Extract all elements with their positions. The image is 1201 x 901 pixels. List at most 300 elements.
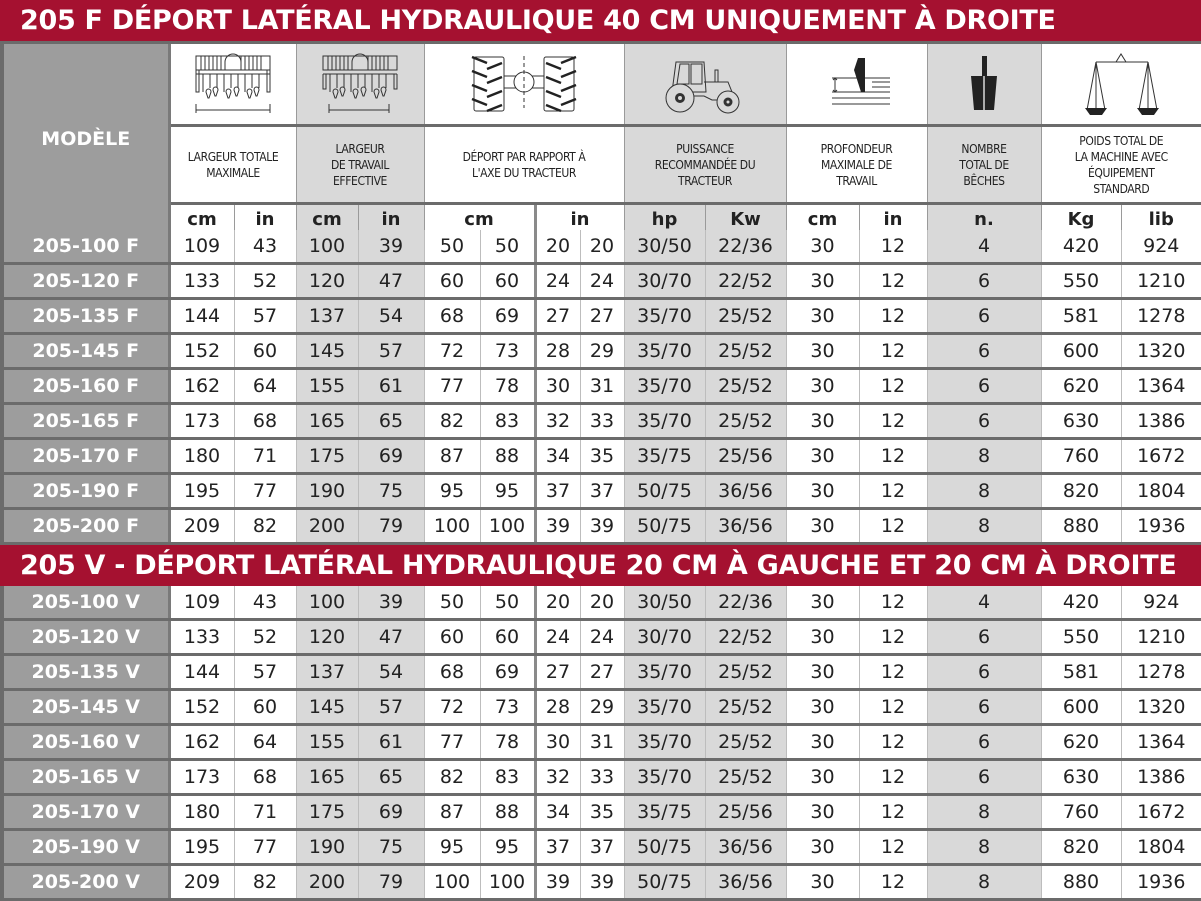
total-width-in-cell: 82 [234, 509, 296, 544]
depth-cm-cell: 30 [786, 299, 859, 334]
weight-lb-cell: 1386 [1121, 404, 1201, 439]
working-width-cm-cell: 175 [296, 795, 358, 830]
weight-lb-cell: 1936 [1121, 509, 1201, 544]
offset-cm-right-cell: 88 [480, 795, 535, 830]
depth-in-cell: 12 [859, 264, 927, 299]
power-kw-cell: 25/52 [705, 334, 786, 369]
depth-cm-cell: 30 [786, 369, 859, 404]
table-row [2, 620, 1201, 655]
offset-in-right-cell: 33 [580, 760, 624, 795]
offset-cm-left-cell: 72 [424, 690, 480, 725]
weight-lb-cell: 1936 [1121, 865, 1201, 900]
spades-count-cell: 8 [927, 439, 1041, 474]
working-width-in-cell: 65 [358, 404, 424, 439]
offset-in-right-cell: 31 [580, 725, 624, 760]
depth-cm-cell: 30 [786, 264, 859, 299]
total-width-cm-cell: 173 [169, 404, 234, 439]
total-width-cm-cell: 133 [169, 264, 234, 299]
power-hp-cell: 35/70 [624, 690, 705, 725]
total-width-cm-cell: 162 [169, 725, 234, 760]
depth-in-cell: 12 [859, 439, 927, 474]
depth-in-cell: 12 [859, 230, 927, 264]
offset-in-right-cell: 31 [580, 369, 624, 404]
offset-cm-right-cell: 83 [480, 404, 535, 439]
total-width-cm-cell: 109 [169, 230, 234, 264]
weight-lb-cell: 924 [1121, 230, 1201, 264]
weight-kg-cell: 820 [1041, 830, 1121, 865]
total-width-cm-cell: 152 [169, 690, 234, 725]
model-name-cell: 205-170 F [2, 439, 169, 474]
working-width-in-cell: 54 [358, 655, 424, 690]
depth-cm-cell: 30 [786, 474, 859, 509]
offset-in-left-cell: 32 [535, 760, 580, 795]
weight-lb-cell: 1320 [1121, 690, 1201, 725]
offset-cm-left-cell: 82 [424, 404, 480, 439]
total-width-cm-cell: 209 [169, 865, 234, 900]
total-width-cm-cell: 109 [169, 586, 234, 620]
offset-in-left-cell: 27 [535, 299, 580, 334]
working-width-in-cell: 61 [358, 725, 424, 760]
label-line: DE TRAVAIL [331, 157, 389, 172]
spades-count-cell: 8 [927, 509, 1041, 544]
label-line: PROFONDEUR [820, 141, 893, 156]
offset-cm-left-cell: 60 [424, 264, 480, 299]
working-width-in-cell: 47 [358, 264, 424, 299]
weighing-scale-icon [1041, 44, 1201, 126]
unit-label: in [358, 204, 424, 236]
weight-kg-cell: 600 [1041, 690, 1121, 725]
offset-in-left-cell: 30 [535, 369, 580, 404]
unit-label: cm [786, 204, 859, 236]
model-name-cell: 205-170 V [2, 795, 169, 830]
offset-cm-left-cell: 50 [424, 230, 480, 264]
depth-in-cell: 12 [859, 620, 927, 655]
total-width-cm-cell: 144 [169, 655, 234, 690]
power-kw-cell: 25/52 [705, 404, 786, 439]
column-label-total-width [169, 126, 296, 204]
label-line: RECOMMANDÉE DU [654, 157, 756, 172]
working-width-cm-cell: 200 [296, 509, 358, 544]
depth-cm-cell: 30 [786, 586, 859, 620]
power-kw-cell: 25/52 [705, 369, 786, 404]
offset-in-right-cell: 37 [580, 830, 624, 865]
depth-in-cell: 12 [859, 509, 927, 544]
column-label-working-width [296, 126, 424, 204]
working-width-in-cell: 75 [358, 474, 424, 509]
depth-cm-cell: 30 [786, 509, 859, 544]
spades-count-cell: 8 [927, 795, 1041, 830]
depth-in-cell: 12 [859, 655, 927, 690]
depth-cm-cell: 30 [786, 830, 859, 865]
total-width-in-cell: 68 [234, 760, 296, 795]
table-row [2, 830, 1201, 865]
model-name-cell: 205-190 V [2, 830, 169, 865]
label-line: BÊCHES [963, 173, 1005, 188]
offset-cm-right-cell: 73 [480, 334, 535, 369]
weight-kg-cell: 630 [1041, 760, 1121, 795]
table-row [2, 474, 1201, 509]
weight-kg-cell: 420 [1041, 230, 1121, 264]
depth-in-cell: 12 [859, 865, 927, 900]
unit-label: cm [424, 204, 535, 236]
weight-lb-cell: 1364 [1121, 725, 1201, 760]
model-name-cell: 205-135 F [2, 299, 169, 334]
model-name-cell: 205-100 F [2, 230, 169, 264]
working-width-cm-cell: 137 [296, 655, 358, 690]
weight-lb-cell: 1210 [1121, 264, 1201, 299]
offset-in-left-cell: 37 [535, 830, 580, 865]
offset-cm-right-cell: 100 [480, 509, 535, 544]
tractor-axle-offset-icon [424, 44, 624, 126]
weight-kg-cell: 880 [1041, 865, 1121, 900]
depth-cm-cell: 30 [786, 760, 859, 795]
offset-in-right-cell: 20 [580, 230, 624, 264]
working-width-in-cell: 69 [358, 439, 424, 474]
weight-kg-cell: 600 [1041, 334, 1121, 369]
spades-count-cell: 6 [927, 334, 1041, 369]
offset-in-left-cell: 20 [535, 586, 580, 620]
weight-kg-cell: 760 [1041, 439, 1121, 474]
offset-in-right-cell: 29 [580, 334, 624, 369]
spades-count-cell: 8 [927, 830, 1041, 865]
label-line: TRAVAIL [836, 173, 877, 188]
working-width-cm-cell: 100 [296, 586, 358, 620]
depth-cm-cell: 30 [786, 865, 859, 900]
power-kw-cell: 25/52 [705, 299, 786, 334]
total-width-cm-cell: 195 [169, 830, 234, 865]
offset-in-right-cell: 39 [580, 865, 624, 900]
depth-cm-cell: 30 [786, 690, 859, 725]
table-row [2, 865, 1201, 900]
offset-in-right-cell: 27 [580, 655, 624, 690]
power-hp-cell: 35/70 [624, 725, 705, 760]
tiller-total-width-icon [169, 44, 296, 126]
power-hp-cell: 35/75 [624, 795, 705, 830]
weight-lb-cell: 1364 [1121, 369, 1201, 404]
label-line: STANDARD [1093, 181, 1150, 196]
model-name-cell: 205-200 V [2, 865, 169, 900]
model-name-cell: 205-165 F [2, 404, 169, 439]
working-width-cm-cell: 100 [296, 230, 358, 264]
offset-cm-left-cell: 68 [424, 655, 480, 690]
working-width-cm-cell: 145 [296, 334, 358, 369]
depth-in-cell: 12 [859, 404, 927, 439]
power-hp-cell: 50/75 [624, 830, 705, 865]
total-width-in-cell: 57 [234, 299, 296, 334]
weight-lb-cell: 1672 [1121, 439, 1201, 474]
depth-in-cell: 12 [859, 690, 927, 725]
working-width-in-cell: 65 [358, 760, 424, 795]
depth-cm-cell: 30 [786, 725, 859, 760]
total-width-cm-cell: 209 [169, 509, 234, 544]
offset-in-left-cell: 39 [535, 509, 580, 544]
offset-cm-left-cell: 77 [424, 369, 480, 404]
total-width-in-cell: 64 [234, 725, 296, 760]
label-line: PUISSANCE [676, 141, 734, 156]
offset-in-right-cell: 37 [580, 474, 624, 509]
power-hp-cell: 35/70 [624, 760, 705, 795]
table-row [2, 299, 1201, 334]
column-label-spades [927, 126, 1041, 204]
spade-icon [927, 44, 1041, 126]
offset-cm-left-cell: 72 [424, 334, 480, 369]
model-name-cell: 205-120 F [2, 264, 169, 299]
offset-cm-left-cell: 82 [424, 760, 480, 795]
unit-label: in [234, 204, 296, 236]
offset-cm-left-cell: 100 [424, 509, 480, 544]
depth-cm-cell: 30 [786, 655, 859, 690]
power-kw-cell: 36/56 [705, 509, 786, 544]
offset-in-right-cell: 35 [580, 795, 624, 830]
offset-cm-right-cell: 50 [480, 586, 535, 620]
power-kw-cell: 36/56 [705, 865, 786, 900]
working-width-cm-cell: 120 [296, 620, 358, 655]
spades-count-cell: 6 [927, 620, 1041, 655]
unit-label: cm [169, 204, 234, 236]
table-row [2, 404, 1201, 439]
total-width-cm-cell: 173 [169, 760, 234, 795]
offset-in-left-cell: 39 [535, 865, 580, 900]
offset-in-right-cell: 20 [580, 586, 624, 620]
working-width-cm-cell: 175 [296, 439, 358, 474]
spades-count-cell: 6 [927, 690, 1041, 725]
working-width-cm-cell: 190 [296, 474, 358, 509]
power-kw-cell: 36/56 [705, 830, 786, 865]
total-width-cm-cell: 133 [169, 620, 234, 655]
total-width-in-cell: 82 [234, 865, 296, 900]
tractor-icon [624, 44, 786, 126]
table-row [2, 655, 1201, 690]
unit-label: Kg [1041, 204, 1121, 236]
total-width-in-cell: 52 [234, 264, 296, 299]
working-width-in-cell: 79 [358, 509, 424, 544]
table-row [2, 369, 1201, 404]
weight-kg-cell: 420 [1041, 586, 1121, 620]
total-width-cm-cell: 152 [169, 334, 234, 369]
spades-count-cell: 4 [927, 230, 1041, 264]
spades-count-cell: 6 [927, 725, 1041, 760]
spades-count-cell: 6 [927, 369, 1041, 404]
table-row [2, 334, 1201, 369]
offset-in-left-cell: 24 [535, 264, 580, 299]
model-name-cell: 205-100 V [2, 586, 169, 620]
working-width-cm-cell: 165 [296, 404, 358, 439]
label-line: L'AXE DU TRACTEUR [472, 165, 576, 180]
weight-lb-cell: 1804 [1121, 474, 1201, 509]
spades-count-cell: 6 [927, 299, 1041, 334]
model-name-cell: 205-120 V [2, 620, 169, 655]
spec-header [0, 44, 1201, 237]
weight-lb-cell: 1278 [1121, 655, 1201, 690]
table-row [2, 439, 1201, 474]
working-width-in-cell: 79 [358, 865, 424, 900]
model-column-header: MODÈLE [2, 44, 169, 236]
depth-in-cell: 12 [859, 299, 927, 334]
total-width-cm-cell: 195 [169, 474, 234, 509]
depth-in-cell: 12 [859, 795, 927, 830]
total-width-cm-cell: 180 [169, 795, 234, 830]
spades-count-cell: 6 [927, 264, 1041, 299]
offset-in-right-cell: 24 [580, 264, 624, 299]
unit-label: lib [1121, 204, 1201, 236]
power-hp-cell: 35/70 [624, 655, 705, 690]
total-width-in-cell: 71 [234, 795, 296, 830]
column-label-depth [786, 126, 927, 204]
weight-kg-cell: 880 [1041, 509, 1121, 544]
depth-in-cell: 12 [859, 474, 927, 509]
weight-kg-cell: 581 [1041, 655, 1121, 690]
power-hp-cell: 50/75 [624, 865, 705, 900]
weight-lb-cell: 1320 [1121, 334, 1201, 369]
offset-in-left-cell: 34 [535, 439, 580, 474]
unit-label: in [535, 204, 624, 236]
weight-lb-cell: 1672 [1121, 795, 1201, 830]
offset-cm-right-cell: 88 [480, 439, 535, 474]
offset-cm-right-cell: 78 [480, 369, 535, 404]
weight-lb-cell: 924 [1121, 586, 1201, 620]
power-kw-cell: 25/52 [705, 690, 786, 725]
offset-cm-left-cell: 87 [424, 439, 480, 474]
unit-label: n. [927, 204, 1041, 236]
model-name-cell: 205-160 V [2, 725, 169, 760]
depth-in-cell: 12 [859, 334, 927, 369]
offset-in-left-cell: 37 [535, 474, 580, 509]
total-width-cm-cell: 144 [169, 299, 234, 334]
offset-in-right-cell: 35 [580, 439, 624, 474]
weight-lb-cell: 1386 [1121, 760, 1201, 795]
power-kw-cell: 22/36 [705, 230, 786, 264]
offset-cm-left-cell: 77 [424, 725, 480, 760]
offset-in-right-cell: 27 [580, 299, 624, 334]
weight-kg-cell: 630 [1041, 404, 1121, 439]
working-width-in-cell: 57 [358, 690, 424, 725]
power-hp-cell: 30/70 [624, 264, 705, 299]
power-hp-cell: 35/70 [624, 404, 705, 439]
depth-in-cell: 12 [859, 725, 927, 760]
spades-count-cell: 4 [927, 586, 1041, 620]
total-width-in-cell: 60 [234, 690, 296, 725]
spades-count-cell: 6 [927, 404, 1041, 439]
label-line: MAXIMALE [206, 165, 260, 180]
power-hp-cell: 50/75 [624, 474, 705, 509]
working-width-cm-cell: 145 [296, 690, 358, 725]
offset-cm-left-cell: 100 [424, 865, 480, 900]
working-width-in-cell: 69 [358, 795, 424, 830]
depth-cm-cell: 30 [786, 230, 859, 264]
spades-count-cell: 8 [927, 474, 1041, 509]
total-width-in-cell: 68 [234, 404, 296, 439]
total-width-cm-cell: 162 [169, 369, 234, 404]
power-kw-cell: 22/52 [705, 620, 786, 655]
power-kw-cell: 25/56 [705, 795, 786, 830]
weight-kg-cell: 620 [1041, 725, 1121, 760]
working-width-in-cell: 39 [358, 586, 424, 620]
total-width-in-cell: 71 [234, 439, 296, 474]
weight-lb-cell: 1278 [1121, 299, 1201, 334]
total-width-in-cell: 60 [234, 334, 296, 369]
total-width-in-cell: 57 [234, 655, 296, 690]
power-hp-cell: 50/75 [624, 509, 705, 544]
depth-cm-cell: 30 [786, 334, 859, 369]
offset-cm-right-cell: 60 [480, 620, 535, 655]
working-width-in-cell: 39 [358, 230, 424, 264]
total-width-in-cell: 43 [234, 586, 296, 620]
model-name-cell: 205-200 F [2, 509, 169, 544]
table-row [2, 586, 1201, 620]
power-hp-cell: 35/70 [624, 369, 705, 404]
offset-cm-right-cell: 95 [480, 474, 535, 509]
total-width-in-cell: 52 [234, 620, 296, 655]
unit-label: Kw [705, 204, 786, 236]
model-name-cell: 205-135 V [2, 655, 169, 690]
label-line: TOTAL DE [959, 157, 1009, 172]
offset-cm-left-cell: 87 [424, 795, 480, 830]
offset-in-left-cell: 30 [535, 725, 580, 760]
offset-cm-right-cell: 69 [480, 655, 535, 690]
table-row [2, 264, 1201, 299]
depth-in-cell: 12 [859, 369, 927, 404]
label-line: NOMBRE [961, 141, 1007, 156]
working-width-cm-cell: 155 [296, 725, 358, 760]
model-name-cell: 205-190 F [2, 474, 169, 509]
power-kw-cell: 25/52 [705, 655, 786, 690]
power-kw-cell: 25/52 [705, 760, 786, 795]
offset-cm-right-cell: 78 [480, 725, 535, 760]
power-kw-cell: 22/52 [705, 264, 786, 299]
depth-cm-cell: 30 [786, 439, 859, 474]
total-width-cm-cell: 180 [169, 439, 234, 474]
label-line: EFFECTIVE [333, 173, 387, 188]
working-width-cm-cell: 120 [296, 264, 358, 299]
table-row [2, 230, 1201, 264]
weight-lb-cell: 1804 [1121, 830, 1201, 865]
total-width-in-cell: 43 [234, 230, 296, 264]
offset-in-right-cell: 24 [580, 620, 624, 655]
section-f-title: 205 F DÉPORT LATÉRAL HYDRAULIQUE 40 CM UNIQUEMENT À DROITE [0, 0, 1201, 44]
offset-cm-right-cell: 60 [480, 264, 535, 299]
power-kw-cell: 25/52 [705, 725, 786, 760]
offset-cm-left-cell: 95 [424, 830, 480, 865]
working-width-in-cell: 47 [358, 620, 424, 655]
table-row [2, 725, 1201, 760]
unit-label: in [859, 204, 927, 236]
model-name-cell: 205-165 V [2, 760, 169, 795]
spades-count-cell: 6 [927, 655, 1041, 690]
working-width-cm-cell: 137 [296, 299, 358, 334]
weight-kg-cell: 581 [1041, 299, 1121, 334]
column-label-power [624, 126, 786, 204]
table-row [2, 760, 1201, 795]
offset-cm-left-cell: 68 [424, 299, 480, 334]
label-line: ÉQUIPEMENT [1087, 165, 1155, 180]
table-row [2, 795, 1201, 830]
column-label-weight [1041, 126, 1201, 204]
weight-lb-cell: 1210 [1121, 620, 1201, 655]
offset-cm-left-cell: 95 [424, 474, 480, 509]
total-width-in-cell: 77 [234, 830, 296, 865]
offset-cm-right-cell: 95 [480, 830, 535, 865]
offset-cm-left-cell: 60 [424, 620, 480, 655]
power-hp-cell: 35/70 [624, 334, 705, 369]
section-v-title: 205 V - DÉPORT LATÉRAL HYDRAULIQUE 20 CM À GAUCHE ET 20 CM À DROITE [0, 542, 1201, 589]
depth-in-cell: 12 [859, 760, 927, 795]
label-line: TRACTEUR [678, 173, 732, 188]
offset-in-left-cell: 24 [535, 620, 580, 655]
weight-kg-cell: 550 [1041, 620, 1121, 655]
weight-kg-cell: 820 [1041, 474, 1121, 509]
offset-in-left-cell: 27 [535, 655, 580, 690]
offset-cm-right-cell: 50 [480, 230, 535, 264]
